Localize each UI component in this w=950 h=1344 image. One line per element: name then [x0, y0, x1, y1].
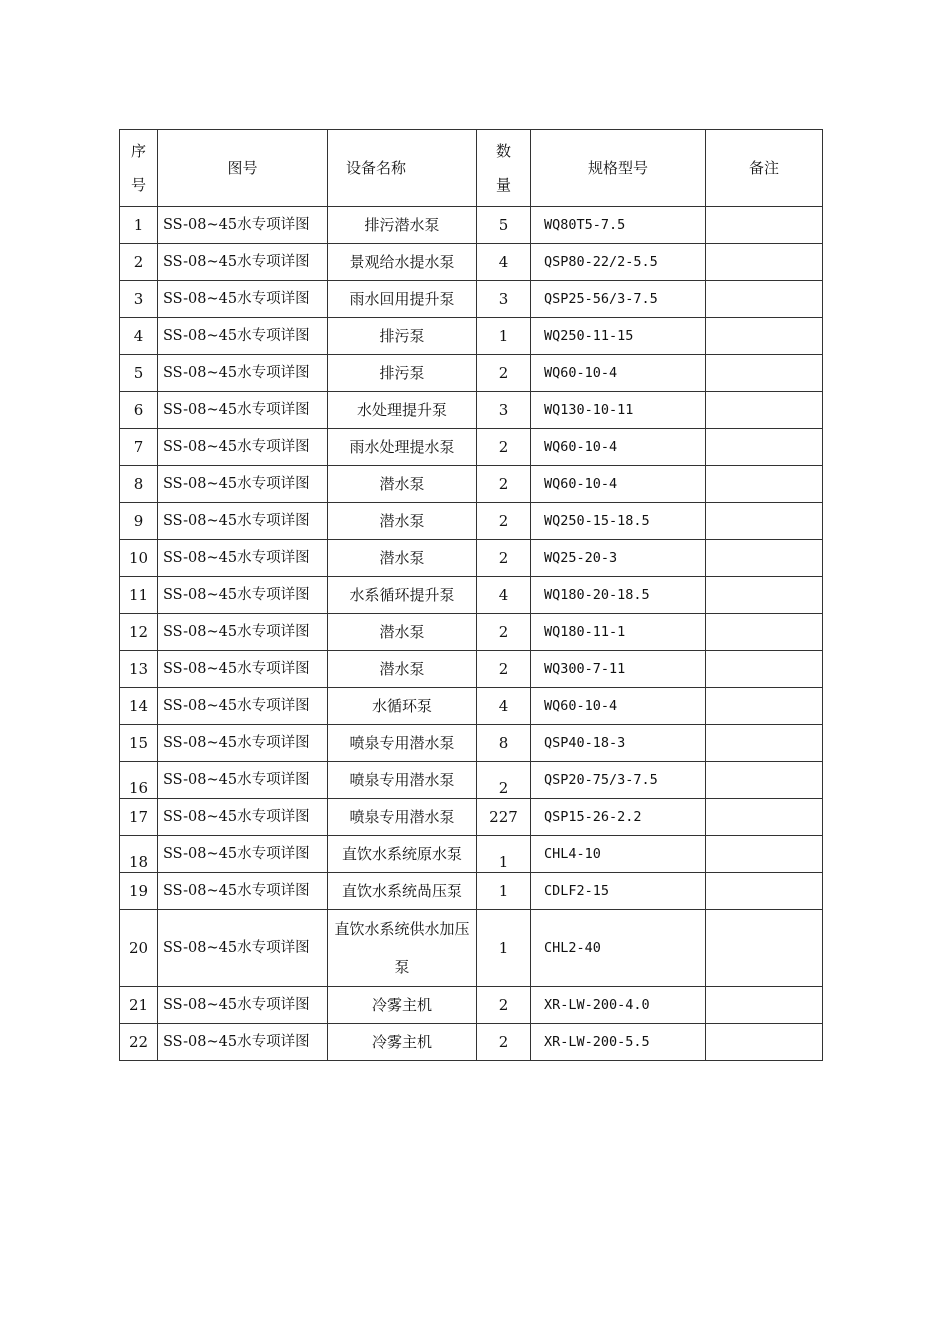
table-row: [120, 318, 823, 355]
cell-qty: 2: [477, 503, 531, 540]
cell-seq: 13: [120, 651, 158, 688]
cell-name: 直饮水系统供水加压泵: [328, 910, 477, 987]
table-row: [120, 429, 823, 466]
cell-seq: 22: [120, 1024, 158, 1061]
cell-note: [706, 1024, 823, 1061]
cell-drawing: SS-08~45水专项详图: [158, 614, 328, 651]
cell-drawing: SS-08~45水专项详图: [158, 836, 328, 873]
cell-note: [706, 318, 823, 355]
cell-name: 喷泉专用潜水泵: [328, 799, 477, 836]
cell-qty: 1: [477, 836, 531, 873]
cell-qty: 8: [477, 725, 531, 762]
header-name: 设备名称: [328, 130, 477, 207]
cell-spec: XR-LW-200-4.0: [531, 987, 706, 1024]
cell-spec: WQ130-10-11: [531, 392, 706, 429]
cell-spec: WQ60-10-4: [531, 466, 706, 503]
cell-seq: 15: [120, 725, 158, 762]
table-row: [120, 207, 823, 244]
table-row: [120, 836, 823, 873]
cell-seq: 4: [120, 318, 158, 355]
cell-drawing: SS-08~45水专项详图: [158, 873, 328, 910]
header-qty: [477, 130, 531, 207]
cell-drawing: SS-08~45水专项详图: [158, 910, 328, 987]
table-row: [120, 725, 823, 762]
cell-spec: WQ250-11-15: [531, 318, 706, 355]
cell-drawing: SS-08~45水专项详图: [158, 762, 328, 799]
cell-note: [706, 540, 823, 577]
cell-note: [706, 836, 823, 873]
table-row: [120, 281, 823, 318]
cell-spec: QSP20-75/3-7.5: [531, 762, 706, 799]
cell-drawing: SS-08~45水专项详图: [158, 281, 328, 318]
cell-drawing: SS-08~45水专项详图: [158, 207, 328, 244]
cell-seq: 9: [120, 503, 158, 540]
cell-drawing: SS-08~45水专项详图: [158, 688, 328, 725]
cell-qty: 3: [477, 392, 531, 429]
cell-seq: 11: [120, 577, 158, 614]
cell-qty: 2: [477, 355, 531, 392]
header-spec: 规格型号: [531, 130, 706, 207]
cell-name: 潜水泵: [328, 540, 477, 577]
cell-note: [706, 503, 823, 540]
header-qty-line2: 量: [495, 176, 511, 194]
cell-name: 潜水泵: [328, 503, 477, 540]
table-row: [120, 910, 823, 987]
cell-drawing: SS-08~45水专项详图: [158, 392, 328, 429]
cell-note: [706, 207, 823, 244]
cell-name: 喷泉专用潜水泵: [328, 762, 477, 799]
cell-qty: 2: [477, 429, 531, 466]
cell-spec: CHL2-40: [531, 910, 706, 987]
cell-name: 直饮水系统原水泵: [328, 836, 477, 873]
cell-name: 排污潜水泵: [328, 207, 477, 244]
cell-seq: 19: [120, 873, 158, 910]
cell-name: 景观给水提水泵: [328, 244, 477, 281]
table-row: [120, 577, 823, 614]
cell-drawing: SS-08~45水专项详图: [158, 651, 328, 688]
cell-note: [706, 799, 823, 836]
equipment-table: [119, 129, 823, 1061]
cell-note: [706, 577, 823, 614]
cell-qty: 4: [477, 577, 531, 614]
cell-qty: 2: [477, 614, 531, 651]
cell-drawing: SS-08~45水专项详图: [158, 987, 328, 1024]
header-seq: [120, 130, 158, 207]
cell-seq: 14: [120, 688, 158, 725]
cell-drawing: SS-08~45水专项详图: [158, 577, 328, 614]
cell-note: [706, 651, 823, 688]
cell-name: 潜水泵: [328, 614, 477, 651]
table-row: [120, 799, 823, 836]
cell-drawing: SS-08~45水专项详图: [158, 540, 328, 577]
cell-seq: 7: [120, 429, 158, 466]
cell-qty: 3: [477, 281, 531, 318]
cell-name: 排污泵: [328, 355, 477, 392]
cell-qty: 2: [477, 466, 531, 503]
cell-seq: 8: [120, 466, 158, 503]
cell-seq: 2: [120, 244, 158, 281]
cell-qty: 5: [477, 207, 531, 244]
cell-qty: 2: [477, 540, 531, 577]
cell-spec: WQ250-15-18.5: [531, 503, 706, 540]
cell-drawing: SS-08~45水专项详图: [158, 503, 328, 540]
cell-note: [706, 392, 823, 429]
cell-drawing: SS-08~45水专项详图: [158, 1024, 328, 1061]
table-row: [120, 392, 823, 429]
cell-name: 直饮水系统咼压泵: [328, 873, 477, 910]
cell-qty: 2: [477, 762, 531, 799]
cell-qty: 2: [477, 1024, 531, 1061]
cell-name: 潜水泵: [328, 651, 477, 688]
cell-name: 水系循环提升泵: [328, 577, 477, 614]
cell-drawing: SS-08~45水专项详图: [158, 429, 328, 466]
cell-name: 喷泉专用潜水泵: [328, 725, 477, 762]
cell-spec: WQ60-10-4: [531, 429, 706, 466]
cell-seq: 1: [120, 207, 158, 244]
table-header-row: [120, 130, 823, 207]
header-seq-line1: 序: [130, 142, 146, 160]
cell-note: [706, 614, 823, 651]
cell-seq: 21: [120, 987, 158, 1024]
cell-seq: 17: [120, 799, 158, 836]
cell-note: [706, 688, 823, 725]
cell-drawing: SS-08~45水专项详图: [158, 466, 328, 503]
cell-note: [706, 910, 823, 987]
table-row: [120, 651, 823, 688]
header-drawing: 图号: [158, 130, 328, 207]
cell-note: [706, 244, 823, 281]
cell-spec: WQ60-10-4: [531, 355, 706, 392]
cell-qty: 4: [477, 244, 531, 281]
cell-seq: 20: [120, 910, 158, 987]
header-note: 备注: [706, 130, 823, 207]
table-row: [120, 540, 823, 577]
cell-qty: 1: [477, 910, 531, 987]
table-row: [120, 987, 823, 1024]
cell-name: 冷雾主机: [328, 1024, 477, 1061]
cell-name: 冷雾主机: [328, 987, 477, 1024]
cell-note: [706, 429, 823, 466]
cell-note: [706, 355, 823, 392]
cell-spec: QSP40-18-3: [531, 725, 706, 762]
cell-qty: 4: [477, 688, 531, 725]
cell-qty: 2: [477, 987, 531, 1024]
cell-name: 潜水泵: [328, 466, 477, 503]
cell-drawing: SS-08~45水专项详图: [158, 355, 328, 392]
table-row: [120, 355, 823, 392]
cell-qty: 227: [477, 799, 531, 836]
table-row: [120, 614, 823, 651]
cell-note: [706, 725, 823, 762]
cell-seq: 5: [120, 355, 158, 392]
cell-seq: 3: [120, 281, 158, 318]
cell-spec: WQ180-11-1: [531, 614, 706, 651]
cell-spec: CDLF2-15: [531, 873, 706, 910]
cell-spec: XR-LW-200-5.5: [531, 1024, 706, 1061]
header-seq-line2: 号: [130, 176, 146, 194]
cell-spec: CHL4-10: [531, 836, 706, 873]
cell-drawing: SS-08~45水专项详图: [158, 799, 328, 836]
cell-drawing: SS-08~45水专项详图: [158, 725, 328, 762]
cell-qty: 1: [477, 873, 531, 910]
cell-spec: WQ180-20-18.5: [531, 577, 706, 614]
cell-seq: 16: [120, 762, 158, 799]
table-row: [120, 466, 823, 503]
table-row: [120, 688, 823, 725]
cell-spec: WQ80T5-7.5: [531, 207, 706, 244]
cell-spec: QSP15-26-2.2: [531, 799, 706, 836]
cell-note: [706, 987, 823, 1024]
table-row: [120, 503, 823, 540]
cell-seq: 12: [120, 614, 158, 651]
cell-seq: 10: [120, 540, 158, 577]
table-row: [120, 1024, 823, 1061]
cell-name: 雨水处理提水泵: [328, 429, 477, 466]
cell-qty: 2: [477, 651, 531, 688]
equipment-table-container: [119, 129, 822, 1061]
cell-name: 水处理提升泵: [328, 392, 477, 429]
cell-drawing: SS-08~45水专项详图: [158, 244, 328, 281]
table-row: [120, 873, 823, 910]
table-row: [120, 244, 823, 281]
cell-spec: WQ60-10-4: [531, 688, 706, 725]
table-row: [120, 762, 823, 799]
cell-drawing: SS-08~45水专项详图: [158, 318, 328, 355]
cell-name: 排污泵: [328, 318, 477, 355]
cell-spec: WQ25-20-3: [531, 540, 706, 577]
cell-seq: 18: [120, 836, 158, 873]
cell-note: [706, 873, 823, 910]
cell-qty: 1: [477, 318, 531, 355]
cell-spec: QSP80-22/2-5.5: [531, 244, 706, 281]
header-qty-line1: 数: [495, 142, 511, 160]
cell-name: 水循环泵: [328, 688, 477, 725]
cell-spec: WQ300-7-11: [531, 651, 706, 688]
cell-note: [706, 281, 823, 318]
cell-name: 雨水回用提升泵: [328, 281, 477, 318]
cell-seq: 6: [120, 392, 158, 429]
cell-spec: QSP25-56/3-7.5: [531, 281, 706, 318]
cell-note: [706, 762, 823, 799]
cell-note: [706, 466, 823, 503]
